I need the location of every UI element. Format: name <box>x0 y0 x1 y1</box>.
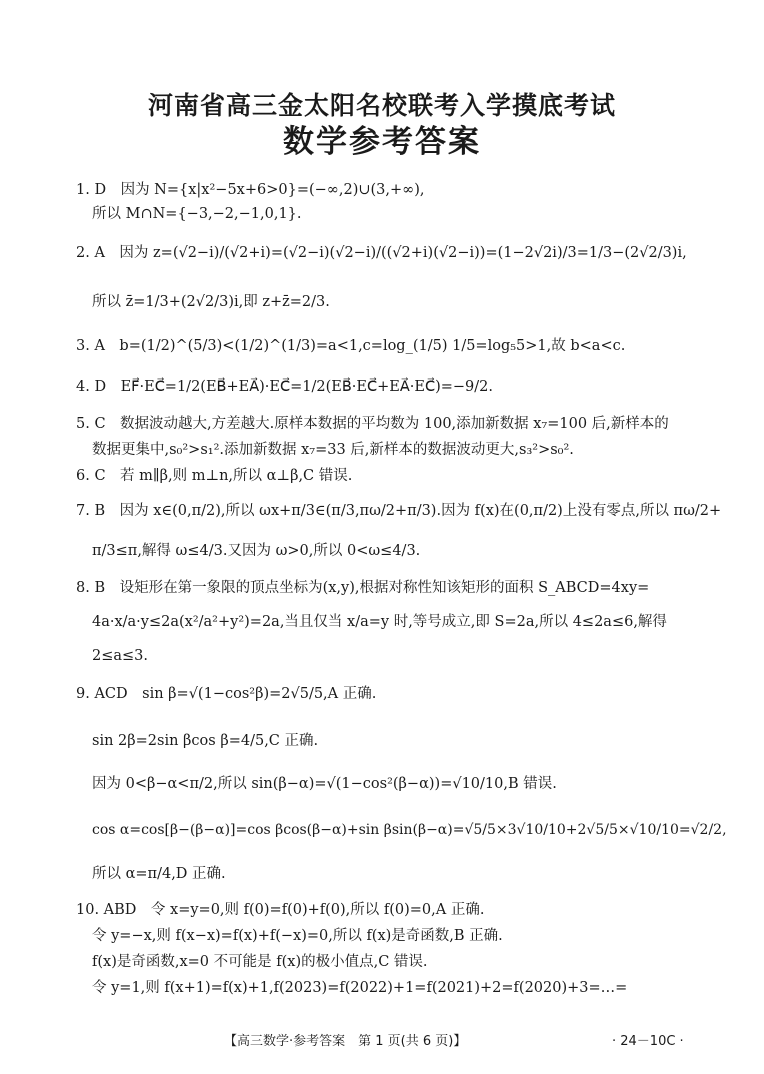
answer-line: 令 y=−x,则 f(x−x)=f(x)+f(−x)=0,所以 f(x)是奇函数,B 正确. <box>92 928 503 944</box>
answer-line: 令 y=1,则 f(x+1)=f(x)+1,f(2023)=f(2022)+1=f(2021)+2=f(2020)+3=…= <box>92 980 628 996</box>
answer-line: 8. B 设矩形在第一象限的顶点坐标为(x,y),根据对称性知该矩形的面积 S_ABCD=4xy= <box>76 580 650 596</box>
answer-line: cos α=cos[β−(β−α)]=cos βcos(β−α)+sin βsin(β−α)=√5/5×3√10/10+2√5/5×√10/10=√2/2, <box>92 822 727 838</box>
footer-page-info: 【高三数学·参考答案 第 1 页(共 6 页)】 <box>224 1034 467 1049</box>
answer-line: 4. D EF⃗·EC⃗=1/2(EB⃗+EA⃗)·EC⃗=1/2(EB⃗·EC⃗+EA⃗·EC⃗)=−9/2. <box>76 379 493 395</box>
answer-line: 1. D 因为 N={x|x²−5x+6>0}=(−∞,2)∪(3,+∞), <box>76 182 425 198</box>
answer-line: π/3≤π,解得 ω≤4/3.又因为 ω>0,所以 0<ω≤4/3. <box>92 543 421 559</box>
answer-title: 数学参考答案 <box>283 124 481 160</box>
answer-line: 所以 α=π/4,D 正确. <box>92 866 226 882</box>
footer-code: · 24－10C · <box>612 1034 684 1049</box>
answer-line: 5. C 数据波动越大,方差越大.原样本数据的平均数为 100,添加新数据 x₇=100 后,新样本的 <box>76 416 669 432</box>
answer-line: 数据更集中,s₀²>s₁².添加新数据 x₇=33 后,新样本的数据波动更大,s₃²>s₀². <box>92 442 574 458</box>
answer-line: 4a·x/a·y≤2a(x²/a²+y²)=2a,当且仅当 x/a=y 时,等号成立,即 S=2a,所以 4≤2a≤6,解得 <box>92 614 667 630</box>
answer-line: 6. C 若 m∥β,则 m⊥n,所以 α⊥β,C 错误. <box>76 468 353 484</box>
answer-line: 9. ACD sin β=√(1−cos²β)=2√5/5,A 正确. <box>76 686 377 702</box>
answer-line: 所以 z̄=1/3+(2√2/3)i,即 z+z̄=2/3. <box>92 294 330 310</box>
answer-line: f(x)是奇函数,x=0 不可能是 f(x)的极小值点,C 错误. <box>92 954 428 970</box>
answer-line: 因为 0<β−α<π/2,所以 sin(β−α)=√(1−cos²(β−α))=√10/10,B 错误. <box>92 776 557 792</box>
answer-line: 所以 M∩N={−3,−2,−1,0,1}. <box>92 206 302 222</box>
answer-line: 3. A b=(1/2)^(5/3)<(1/2)^(1/3)=a<1,c=log_(1/5) 1/5=log₅5>1,故 b<a<c. <box>76 338 626 354</box>
answer-line: 2. A 因为 z=(√2−i)/(√2+i)=(√2−i)(√2−i)/((√2+i)(√2−i))=(1−2√2i)/3=1/3−(2√2/3)i, <box>76 245 687 261</box>
answer-line: sin 2β=2sin βcos β=4/5,C 正确. <box>92 733 319 749</box>
exam-title: 河南省高三金太阳名校联考入学摸底考试 <box>147 91 616 120</box>
answer-line: 7. B 因为 x∈(0,π/2),所以 ωx+π/3∈(π/3,πω/2+π/3).因为 f(x)在(0,π/2)上没有零点,所以 πω/2+ <box>76 503 722 519</box>
answer-line: 2≤a≤3. <box>92 648 149 664</box>
answer-line: 10. ABD 令 x=y=0,则 f(0)=f(0)+f(0),所以 f(0)=0,A 正确. <box>76 902 485 918</box>
